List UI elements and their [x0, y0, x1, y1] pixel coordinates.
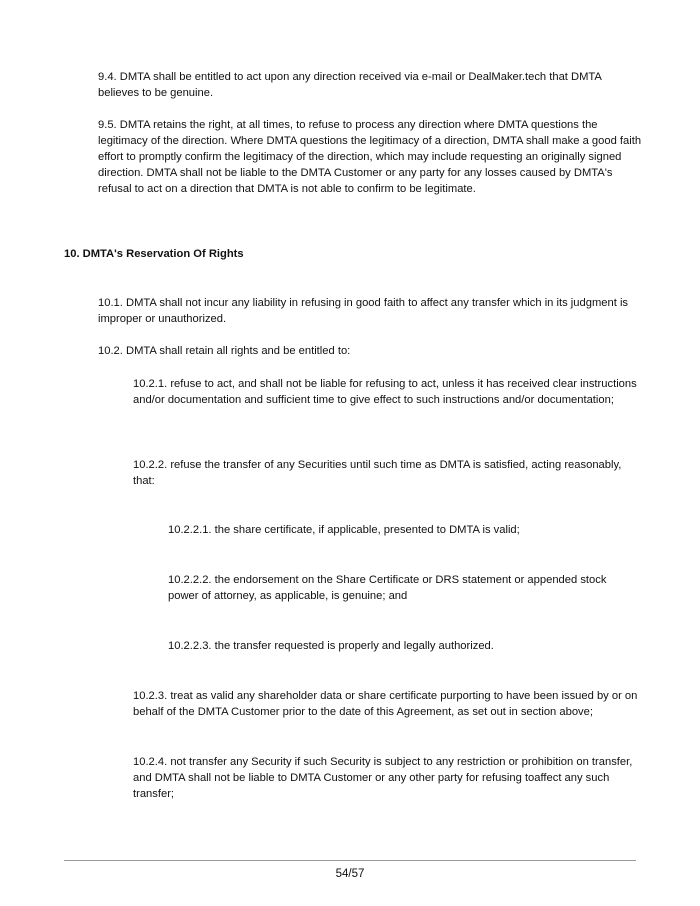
- paragraph-10-2-2-2: 10.2.2.2. the endorsement on the Share Certificate or DRS statement or appended stock power of attorney, as applicable, is genuine; and: [168, 574, 607, 602]
- paragraph-10-2: 10.2. DMTA shall retain all rights and be entitled to:: [98, 345, 351, 357]
- paragraph-9-5: 9.5. DMTA retains the right, at all times, to refuse to process any direction where DMTA questions the legitimacy of the direction. Where DMTA questions the legitimacy of a direction, DMTA shall make a good faith effort to promptly confirm the legitimacy of the direction, which may include requesting an originally signed direction. DMTA shall not be liable to the DMTA Customer or any party for any losses caused by DMTA's refusal to act on a direction that DMTA is not able to confirm to be legitimate.: [98, 119, 642, 195]
- section-10-heading: 10. DMTA's Reservation Of Rights: [64, 248, 244, 260]
- page-number: 54/57: [335, 868, 365, 880]
- paragraph-10-2-2-1: 10.2.2.1. the share certificate, if applicable, presented to DMTA is valid;: [168, 524, 520, 536]
- paragraph-10-2-4: 10.2.4. not transfer any Security if such Security is subject to any restriction or prohibition on transfer, and DMTA shall not be liable to DMTA Customer or any other party for refusing toaffect any such transfer;: [133, 756, 633, 800]
- paragraph-10-2-1: 10.2.1. refuse to act, and shall not be liable for refusing to act, unless it has received clear instructions and/or documentation and sufficient time to give effect to such instructions and/or documentation;: [133, 378, 637, 406]
- paragraph-9-4: 9.4. DMTA shall be entitled to act upon any direction received via e-mail or DealMaker.tech that DMTA believes to be genuine.: [98, 71, 602, 99]
- paragraph-10-2-2: 10.2.2. refuse the transfer of any Securities until such time as DMTA is satisfied, acting reasonably, that:: [133, 459, 622, 487]
- paragraph-10-2-2-3: 10.2.2.3. the transfer requested is properly and legally authorized.: [168, 640, 494, 652]
- paragraph-10-2-3: 10.2.3. treat as valid any shareholder data or share certificate purporting to have been issued by or on behalf of the DMTA Customer prior to the date of this Agreement, as set out in section above;: [133, 690, 638, 718]
- paragraph-10-1: 10.1. DMTA shall not incur any liability in refusing in good faith to affect any transfer which in its judgment is improper or unauthorized.: [98, 297, 629, 325]
- footer-divider: [64, 860, 636, 861]
